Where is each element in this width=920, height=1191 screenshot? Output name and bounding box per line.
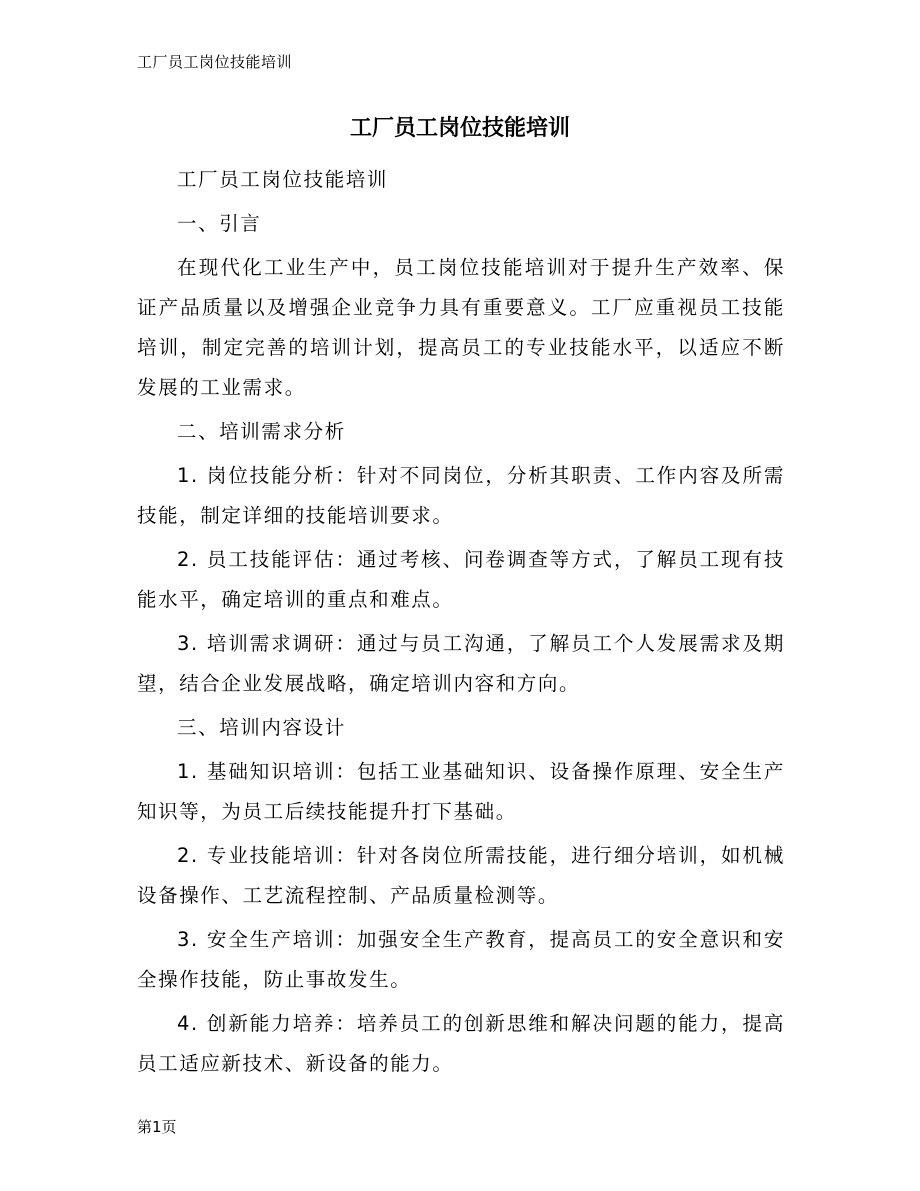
paragraph-introduction: 在现代化工业生产中，员工岗位技能培训对于提升生产效率、保证产品质量以及增强企业竞争力具有重要意义。工厂应重视员工技能培训，制定完善的培训计划，提高员工的专业技能水平，以适应不断发展的工业需求。 <box>137 256 785 399</box>
page-number: 第1页 <box>137 1118 177 1136</box>
document-body <box>137 160 785 1088</box>
list-item-innovation: 4. 创新能力培养：培养员工的创新思维和解决问题的能力，提高员工适应新技术、新设备的能力。 <box>137 1012 785 1075</box>
list-item-safety-training: 3. 安全生产培训：加强安全生产教育，提高员工的安全意识和安全操作技能，防止事故发生。 <box>137 928 785 991</box>
running-header: 工厂员工岗位技能培训 <box>137 53 293 71</box>
list-item-professional-skills: 2. 专业技能培训：针对各岗位所需技能，进行细分培训，如机械设备操作、工艺流程控制、产品质量检测等。 <box>137 844 785 907</box>
list-item-skill-assessment: 2. 员工技能评估：通过考核、问卷调查等方式，了解员工现有技能水平，确定培训的重点和难点。 <box>137 548 785 611</box>
paragraph-subtitle: 工厂员工岗位技能培训 <box>177 168 389 191</box>
heading-content-design: 三、培训内容设计 <box>177 716 346 739</box>
list-item-job-skill-analysis: 1. 岗位技能分析：针对不同岗位，分析其职责、工作内容及所需技能，制定详细的技能培训要求。 <box>137 464 785 527</box>
heading-introduction: 一、引言 <box>177 212 262 235</box>
heading-needs-analysis: 二、培训需求分析 <box>177 420 346 443</box>
list-item-needs-survey: 3. 培训需求调研：通过与员工沟通，了解员工个人发展需求及期望，结合企业发展战略，确定培训内容和方向。 <box>137 632 785 695</box>
list-item-basic-knowledge: 1. 基础知识培训：包括工业基础知识、设备操作原理、安全生产知识等，为员工后续技能提升打下基础。 <box>137 760 785 823</box>
document-title: 工厂员工岗位技能培训 <box>349 116 570 141</box>
